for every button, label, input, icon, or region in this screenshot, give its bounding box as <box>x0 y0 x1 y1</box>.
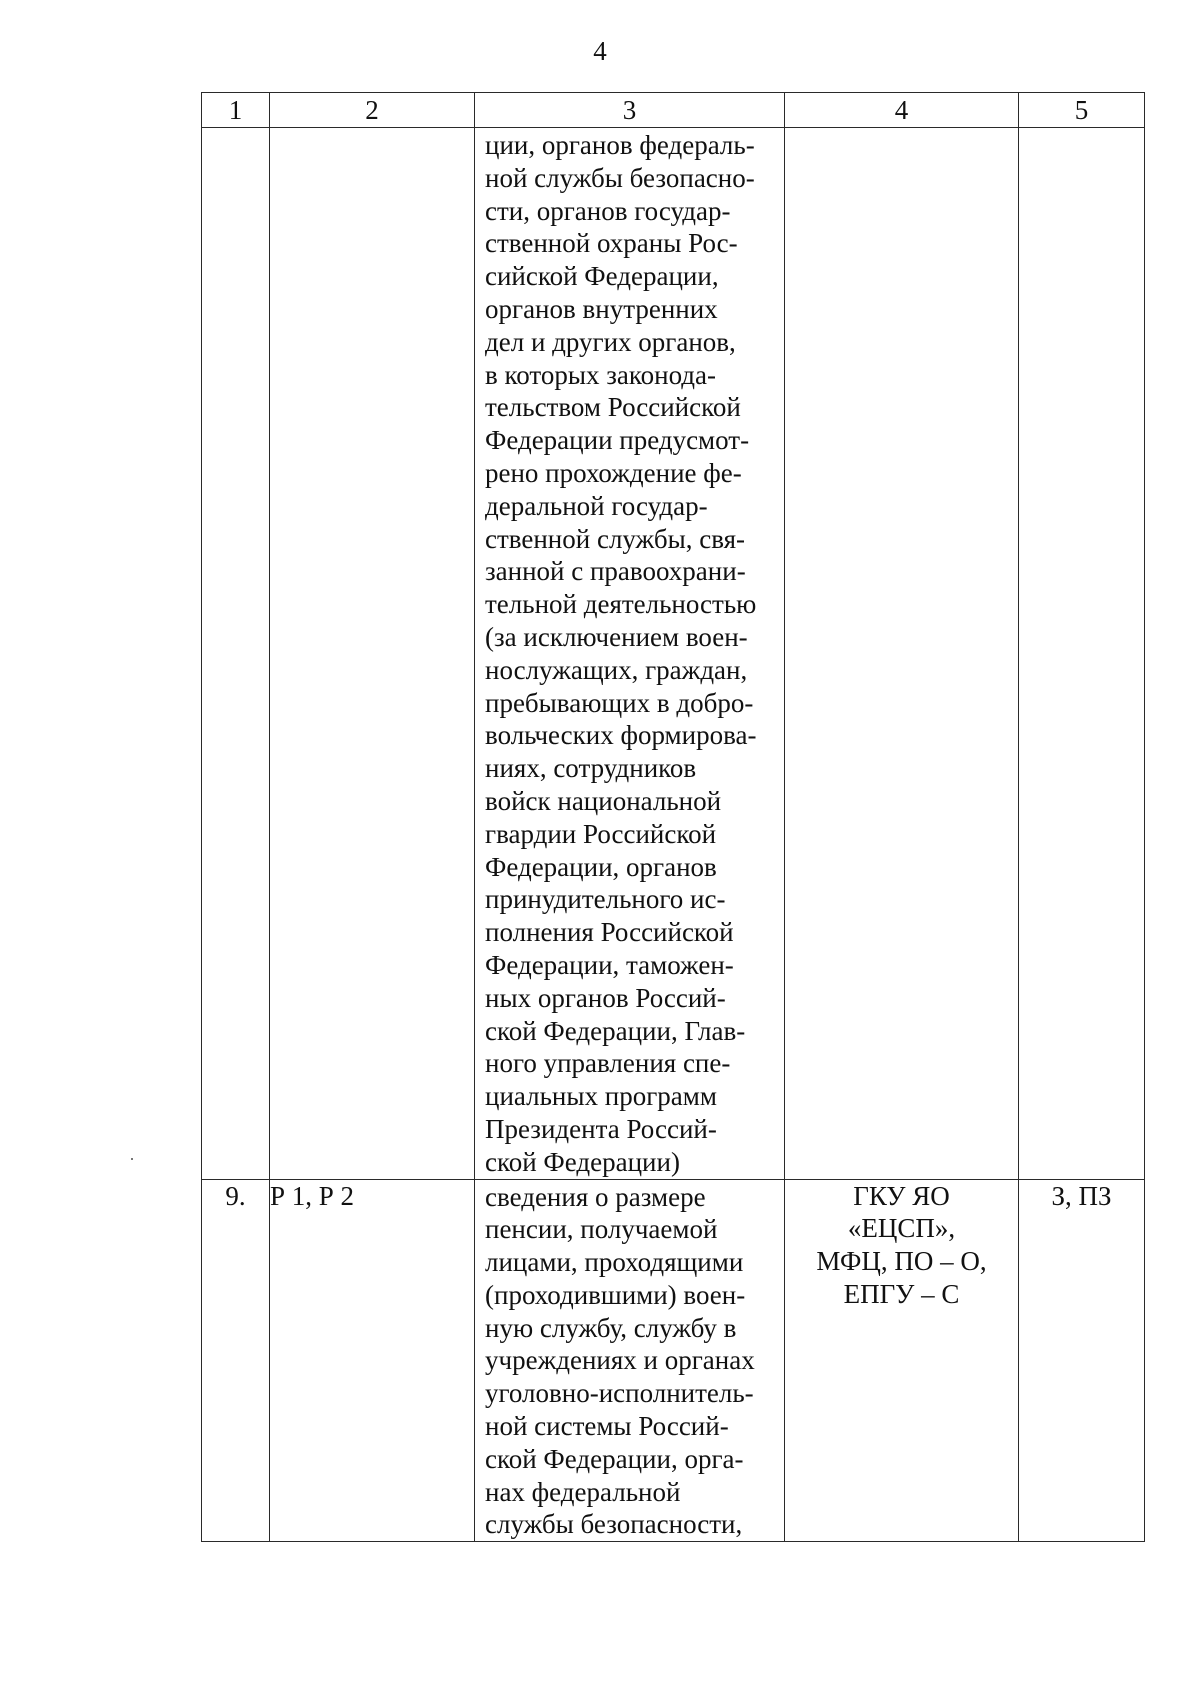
table-row-continuation <box>202 128 1145 1180</box>
continuation-text-line: вольческих формирова- <box>485 720 757 751</box>
continuation-col5 <box>1019 128 1145 1180</box>
page-number: 4 <box>593 36 607 66</box>
continuation-text-line: ной службы безопасно- <box>485 162 755 193</box>
continuation-col1 <box>202 128 270 1180</box>
row9-description-line: нах федеральной <box>485 1476 681 1507</box>
continuation-text-line: сти, органов государ- <box>485 195 731 226</box>
continuation-text-line: гвардии Российской <box>485 818 717 849</box>
continuation-text-line: ственной охраны Рос- <box>485 228 738 259</box>
row9-col5: З, ПЗ <box>1019 1179 1145 1542</box>
continuation-text-line: ской Федерации, Глав- <box>485 1015 746 1046</box>
continuation-text-line: Президента Россий- <box>485 1113 717 1144</box>
row9-providers-line: «ЕЦСП», <box>847 1213 956 1244</box>
row9-number: 9. <box>202 1179 270 1542</box>
header-cell-4: 4 <box>785 93 1019 128</box>
continuation-text-line: Федерации, органов <box>485 851 717 882</box>
header-cell-1: 1 <box>202 93 270 128</box>
header-cell-2: 2 <box>270 93 475 128</box>
row9-providers-line: ЕПГУ – С <box>843 1278 960 1309</box>
continuation-text-line: ных органов Россий- <box>485 982 726 1013</box>
document-table <box>201 92 1145 1542</box>
row9-providers-line: МФЦ, ПО – О, <box>816 1246 987 1277</box>
continuation-text-line: деральной государ- <box>485 490 708 521</box>
row9-description <box>475 1180 784 1542</box>
continuation-text-line: ции, органов федераль- <box>485 130 755 160</box>
continuation-text-line: циальных программ <box>485 1081 717 1112</box>
header-cell-3: 3 <box>475 93 785 128</box>
continuation-text-line: (за исключением воен- <box>485 621 748 652</box>
row9-col3 <box>475 1179 785 1542</box>
row9-description-line: (проходившими) воен- <box>485 1279 746 1310</box>
row9-providers <box>785 1180 1018 1311</box>
continuation-text-line: ственной службы, свя- <box>485 523 746 554</box>
continuation-text-line: принудительного ис- <box>485 884 726 915</box>
margin-dot <box>131 1158 133 1160</box>
continuation-text-line: войск национальной <box>485 785 722 816</box>
row9-description-line: ной системы Россий- <box>485 1411 729 1442</box>
header-cell-5: 5 <box>1019 93 1145 128</box>
row9-col4 <box>785 1179 1019 1542</box>
continuation-col4 <box>785 128 1019 1180</box>
row9-description-line: ской Федерации, орга- <box>485 1443 744 1474</box>
continuation-text-line: полнения Российской <box>485 917 734 948</box>
continuation-text-line: Федерации, таможен- <box>485 949 734 980</box>
row9-providers-line: ГКУ ЯО <box>853 1180 950 1211</box>
continuation-text-line: органов внутренних <box>485 293 718 324</box>
continuation-text-line: сийской Федерации, <box>485 261 719 292</box>
row9-description-line: лицами, проходящими <box>485 1247 744 1278</box>
continuation-col2 <box>270 128 475 1180</box>
continuation-text-line: рено прохождение фе- <box>485 457 742 488</box>
continuation-text-line: в которых законода- <box>485 359 717 390</box>
document-table-wrapper <box>201 92 1145 1542</box>
row9-description-line: уголовно-исполнитель- <box>485 1378 754 1409</box>
continuation-text-line: занной с правоохрани- <box>485 556 746 587</box>
continuation-text-line: Федерации предусмот- <box>485 425 750 456</box>
row9-description-line: ную службу, службу в <box>485 1312 737 1343</box>
table-header-row <box>202 93 1145 128</box>
row9-col2: Р 1, Р 2 <box>270 1179 475 1542</box>
continuation-text-line: тельной деятельностью <box>485 589 757 620</box>
continuation-col3 <box>475 128 785 1180</box>
row9-description-line: сведения о размере <box>485 1181 706 1212</box>
continuation-text-line: пребывающих в добро- <box>485 687 754 718</box>
continuation-text-line: ниях, сотрудников <box>485 753 697 784</box>
continuation-text-line: ного управления спе- <box>485 1048 731 1079</box>
continuation-text-line: тельством Российской <box>485 392 741 423</box>
continuation-text-line: дел и других органов, <box>485 326 736 357</box>
table-row-9 <box>202 1179 1145 1542</box>
continuation-text-line: ской Федерации) <box>485 1146 680 1177</box>
continuation-text <box>475 128 784 1179</box>
row9-description-line: пенсии, получаемой <box>485 1214 718 1245</box>
continuation-text-line: нослужащих, граждан, <box>485 654 748 685</box>
row9-description-line: службы безопасности, <box>485 1509 743 1540</box>
row9-description-line: учреждениях и органах <box>485 1345 755 1376</box>
